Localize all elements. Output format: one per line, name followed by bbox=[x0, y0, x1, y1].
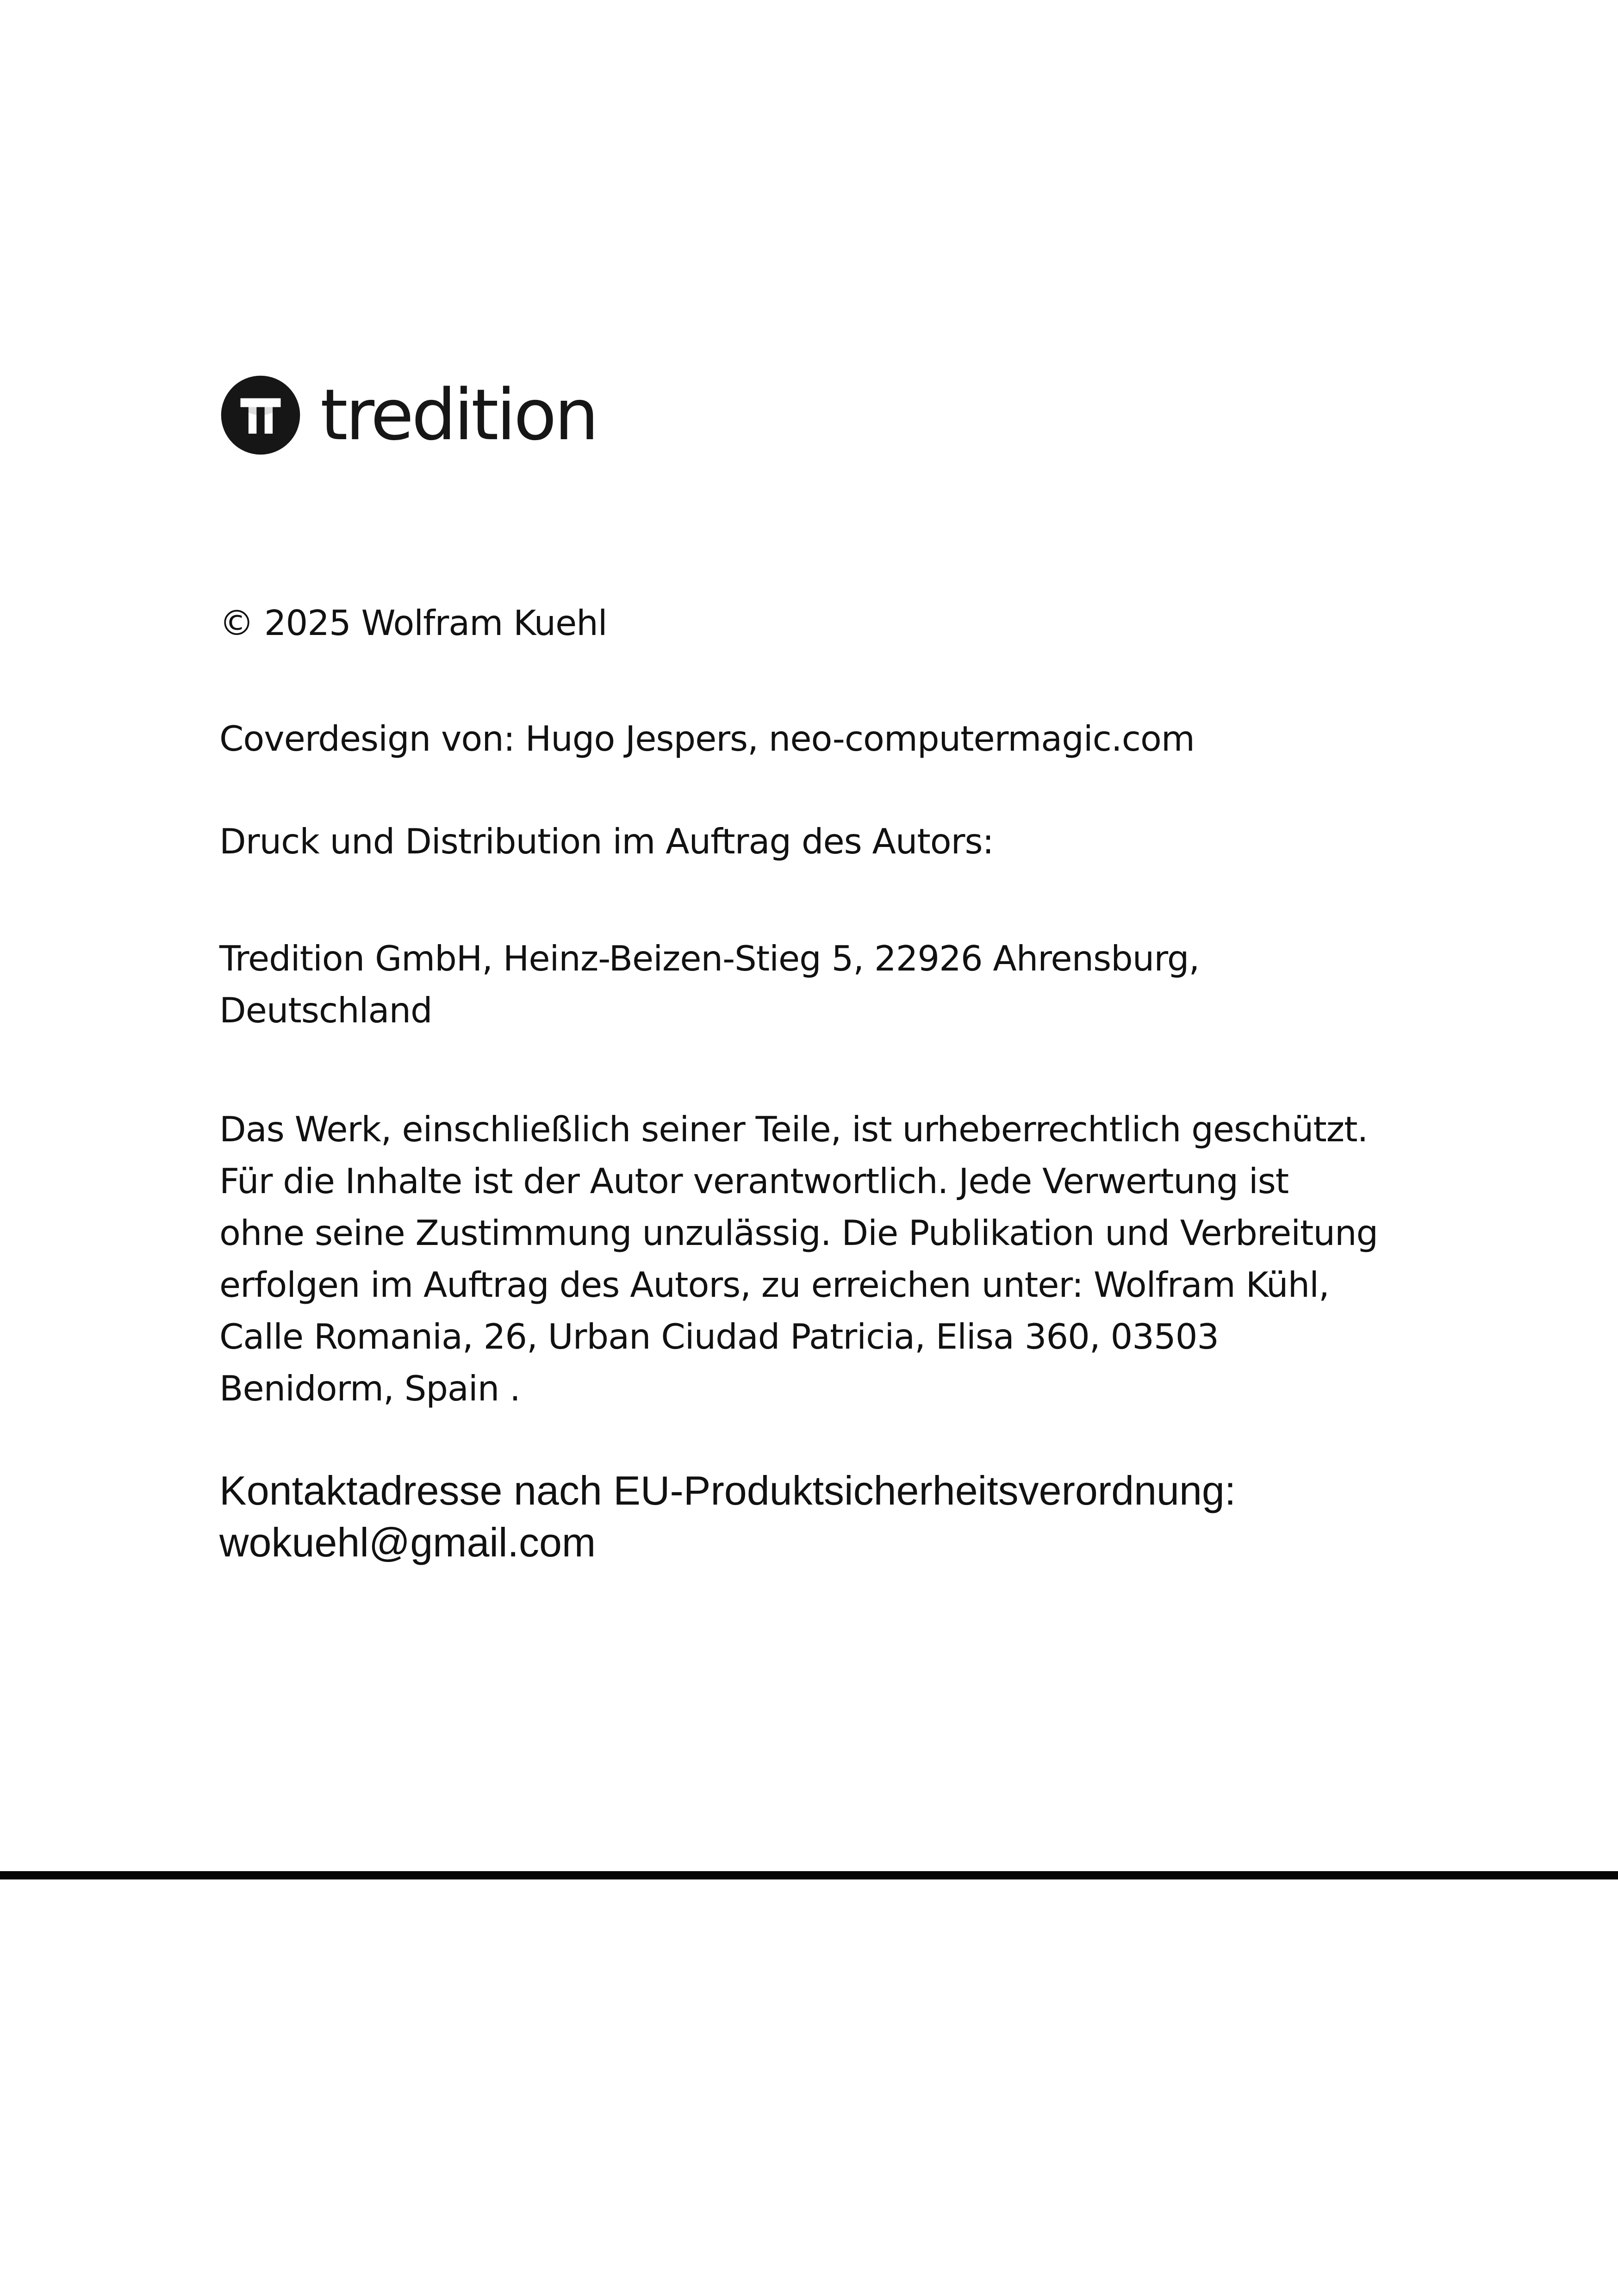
legal-line: ohne seine Zustimmung unzulässig. Die Publikation und Verbreitung bbox=[219, 1213, 1378, 1253]
publisher-address bbox=[219, 933, 1446, 1036]
legal-line: Für die Inhalte ist der Autor verantwortlich. Jede Verwertung ist bbox=[219, 1161, 1289, 1201]
publisher-name: tredition bbox=[320, 374, 597, 456]
legal-notice bbox=[219, 1103, 1446, 1414]
print-distribution-note: Druck und Distribution im Auftrag des Autors: bbox=[219, 821, 994, 862]
contact-heading: Kontaktadresse nach EU-Produktsicherheitsverordnung: bbox=[219, 1468, 1236, 1513]
copyright-notice: © 2025 Wolfram Kuehl bbox=[219, 603, 607, 643]
publisher-logo bbox=[220, 374, 597, 456]
horizontal-rule bbox=[0, 1871, 1618, 1879]
legal-line: Benidorm, Spain . bbox=[219, 1368, 520, 1409]
legal-line: erfolgen im Auftrag des Autors, zu erreichen unter: Wolfram Kühl, bbox=[219, 1264, 1329, 1305]
legal-line: Das Werk, einschließlich seiner Teile, ist urheberrechtlich geschützt. bbox=[219, 1109, 1368, 1150]
address-line: Tredition GmbH, Heinz-Beizen-Stieg 5, 22926 Ahrensburg, bbox=[219, 938, 1200, 979]
legal-line: Calle Romania, 26, Urban Ciudad Patricia, Elisa 360, 03503 bbox=[219, 1316, 1219, 1357]
tredition-logo-icon bbox=[220, 375, 301, 455]
contact-email: wokuehl@gmail.com bbox=[219, 1519, 596, 1565]
address-line: Deutschland bbox=[219, 990, 432, 1031]
eu-contact bbox=[219, 1465, 1446, 1568]
cover-design-credit: Coverdesign von: Hugo Jespers, neo-computermagic.com bbox=[219, 718, 1195, 759]
